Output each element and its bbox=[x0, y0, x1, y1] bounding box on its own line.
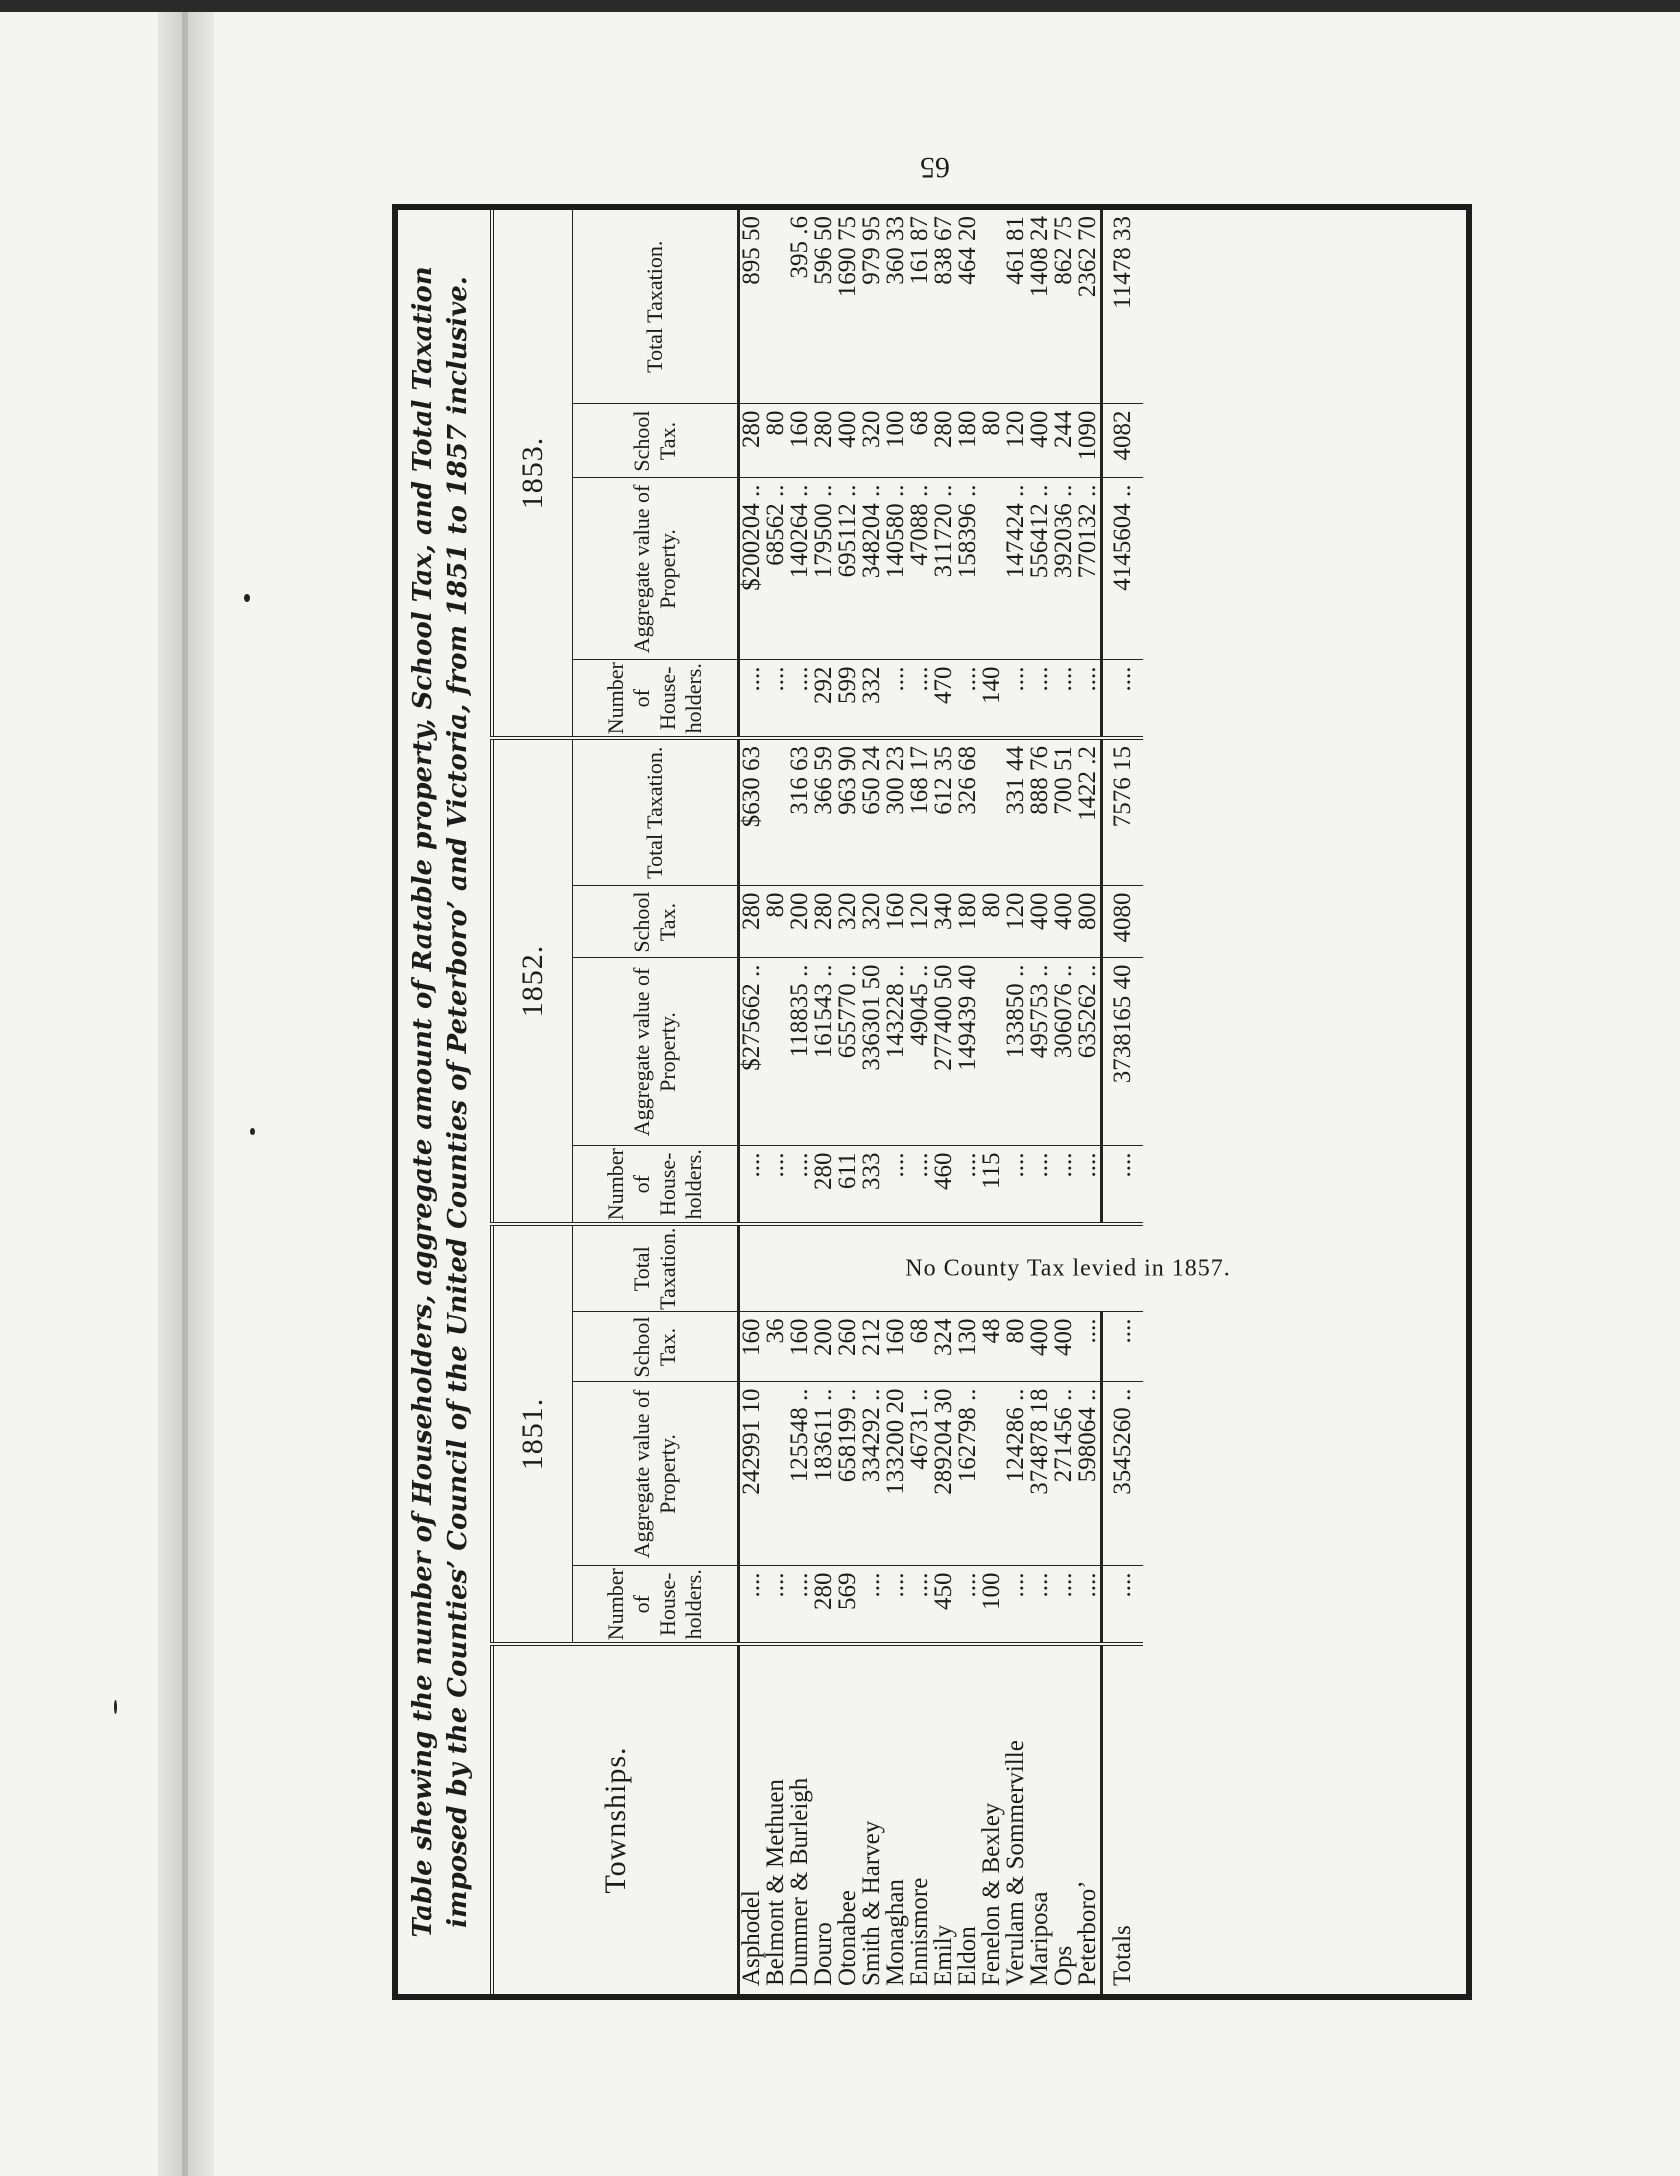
householders-1853: 599 bbox=[836, 660, 860, 738]
total-taxation-1853: 1408 24 bbox=[1028, 210, 1052, 404]
col-aggregate-1851: Aggregate value of Property. bbox=[573, 1382, 739, 1566]
householders-1852: .... bbox=[1028, 1146, 1052, 1224]
total-taxation-1852: 1422 .2 bbox=[1076, 738, 1102, 886]
total-taxation-1853: 596 50 bbox=[812, 210, 836, 404]
total-taxation-1853 bbox=[980, 210, 1004, 404]
householders-1852: .... bbox=[739, 1146, 765, 1224]
householders-1851: .... bbox=[956, 1566, 980, 1644]
ink-speck bbox=[114, 1700, 117, 1714]
householders-1853: 332 bbox=[860, 660, 884, 738]
aggregate-1852 bbox=[980, 958, 1004, 1146]
townships-header: Townships. bbox=[492, 1644, 739, 1994]
school-tax-1853: 400 bbox=[1028, 404, 1052, 478]
school-tax-1851: 130 bbox=[956, 1312, 980, 1382]
householders-1851: .... bbox=[739, 1566, 765, 1644]
aggregate-1852: 336301 50 bbox=[860, 958, 884, 1146]
total-taxation-1853: 1690 75 bbox=[836, 210, 860, 404]
school-tax-1851: 80 bbox=[1004, 1312, 1028, 1382]
householders-1851: 569 bbox=[836, 1566, 860, 1644]
householders-1852: .... bbox=[908, 1146, 932, 1224]
rotated-table-content bbox=[398, 210, 1466, 1994]
school-tax-1851: 36 bbox=[764, 1312, 788, 1382]
aggregate-1852: 635262 .. bbox=[1076, 958, 1102, 1146]
aggregate-1853: 4145604 .. bbox=[1102, 478, 1144, 660]
col-aggregate-1853: Aggregate value of Property. bbox=[573, 478, 739, 660]
school-tax-1851: 200 bbox=[812, 1312, 836, 1382]
school-tax-1851: 160 bbox=[884, 1312, 908, 1382]
ink-speck bbox=[244, 594, 250, 602]
householders-1852: 333 bbox=[860, 1146, 884, 1224]
total-taxation-1852: 963 90 bbox=[836, 738, 860, 886]
householders-1852: 611 bbox=[836, 1146, 860, 1224]
householders-1853: 470 bbox=[932, 660, 956, 738]
township-name: Douro bbox=[812, 1644, 836, 1994]
school-tax-1851: 400 bbox=[1052, 1312, 1076, 1382]
table-row bbox=[1028, 210, 1052, 1994]
aggregate-1851: 124286 .. bbox=[1004, 1382, 1028, 1566]
householders-1852: .... bbox=[1076, 1146, 1102, 1224]
school-tax-1851: 400 bbox=[1028, 1312, 1052, 1382]
total-taxation-1853: 979 95 bbox=[860, 210, 884, 404]
aggregate-1852: 49045 .. bbox=[908, 958, 932, 1146]
no-county-tax-note bbox=[739, 1224, 1231, 1312]
householders-1852: .... bbox=[1004, 1146, 1028, 1224]
township-name: Ops bbox=[1052, 1644, 1076, 1994]
township-name: Fenelon & Bexley bbox=[980, 1644, 1004, 1994]
school-tax-1852: 120 bbox=[1004, 886, 1028, 958]
township-name: Otonabee bbox=[836, 1644, 860, 1994]
householders-1853: 292 bbox=[812, 660, 836, 738]
total-taxation-1853: 161 87 bbox=[908, 210, 932, 404]
year-1851-header: 1851. bbox=[492, 1224, 573, 1644]
page-number: 65 bbox=[920, 151, 950, 184]
householders-1851: 450 bbox=[932, 1566, 956, 1644]
school-tax-1853: 80 bbox=[764, 404, 788, 478]
year-1853-header: 1853. bbox=[492, 210, 573, 738]
school-tax-1852: 320 bbox=[836, 886, 860, 958]
table-row bbox=[788, 210, 812, 1994]
householders-1851: .... bbox=[884, 1566, 908, 1644]
aggregate-1853: 147424 .. bbox=[1004, 478, 1028, 660]
school-tax-1852: 180 bbox=[956, 886, 980, 958]
school-tax-1853: 120 bbox=[1004, 404, 1028, 478]
aggregate-1853: 770132 .. bbox=[1076, 478, 1102, 660]
totals-row bbox=[1102, 210, 1144, 1994]
table-row bbox=[1004, 210, 1028, 1994]
householders-1852: 115 bbox=[980, 1146, 1004, 1224]
school-tax-1851: 68 bbox=[908, 1312, 932, 1382]
householders-1853: .... bbox=[739, 660, 765, 738]
aggregate-1852: 149439 40 bbox=[956, 958, 980, 1146]
school-tax-1852: 80 bbox=[980, 886, 1004, 958]
householders-1851: .... bbox=[908, 1566, 932, 1644]
householders-1851: 280 bbox=[812, 1566, 836, 1644]
school-tax-1853: 280 bbox=[812, 404, 836, 478]
col-school-tax-1853: School Tax. bbox=[573, 404, 739, 478]
school-tax-1852: 160 bbox=[884, 886, 908, 958]
table-row bbox=[980, 210, 1004, 1994]
col-householders-1852: Number of House-holders. bbox=[573, 1146, 739, 1224]
householders-1851: .... bbox=[1052, 1566, 1076, 1644]
aggregate-1852: 3738165 40 bbox=[1102, 958, 1144, 1146]
school-tax-1853: 320 bbox=[860, 404, 884, 478]
householders-1851: .... bbox=[764, 1566, 788, 1644]
table-row bbox=[739, 210, 765, 1994]
householders-1852: .... bbox=[1102, 1146, 1144, 1224]
school-tax-1852: 80 bbox=[764, 886, 788, 958]
total-taxation-1853: 11478 33 bbox=[1102, 210, 1144, 404]
total-taxation-1853 bbox=[764, 210, 788, 404]
school-tax-1852: 800 bbox=[1076, 886, 1102, 958]
aggregate-1852: 161543 .. bbox=[812, 958, 836, 1146]
householders-1853: .... bbox=[788, 660, 812, 738]
table-row bbox=[764, 210, 788, 1994]
school-tax-1851: 160 bbox=[739, 1312, 765, 1382]
total-taxation-1853: 395 .6 bbox=[788, 210, 812, 404]
table-row bbox=[812, 210, 836, 1994]
householders-1853: .... bbox=[1076, 660, 1102, 738]
total-taxation-1852: 316 63 bbox=[788, 738, 812, 886]
col-total-taxation-1853: Total Taxation. bbox=[573, 210, 739, 404]
aggregate-1851: 334292 .. bbox=[860, 1382, 884, 1566]
table-caption: Table shewing the number of Householders, aggregate amount of Ratable property, School Tax, and Total Taxation imposed by the Counties’ Council of the United Counties of Peterboro’ and Victoria, from 1851 to 1857 inclusive. bbox=[408, 266, 473, 1938]
table-body bbox=[738, 210, 1231, 1994]
aggregate-1852: 306076 .. bbox=[1052, 958, 1076, 1146]
aggregate-1851: 3545260 .. bbox=[1102, 1382, 1144, 1566]
aggregate-1851: 125548 .. bbox=[788, 1382, 812, 1566]
township-name: Asphodel bbox=[739, 1644, 765, 1994]
aggregate-1853: 556412 .. bbox=[1028, 478, 1052, 660]
total-taxation-1853: 838 67 bbox=[932, 210, 956, 404]
total-taxation-1852: 7576 15 bbox=[1102, 738, 1144, 886]
scan-top-border bbox=[0, 0, 1680, 12]
aggregate-1852: 655770 .. bbox=[836, 958, 860, 1146]
householders-1852: 460 bbox=[932, 1146, 956, 1224]
aggregate-1853: 311720 .. bbox=[932, 478, 956, 660]
aggregate-1853: 140264 .. bbox=[788, 478, 812, 660]
school-tax-1852: 400 bbox=[1028, 886, 1052, 958]
total-taxation-1852: $630 63 bbox=[739, 738, 765, 886]
school-tax-1852: 320 bbox=[860, 886, 884, 958]
col-total-taxation-1852: Total Taxation. bbox=[573, 738, 739, 886]
aggregate-1852: 277400 50 bbox=[932, 958, 956, 1146]
township-name: Dummer & Burleigh bbox=[788, 1644, 812, 1994]
township-name: Smith & Harvey bbox=[860, 1644, 884, 1994]
total-taxation-1852: 650 24 bbox=[860, 738, 884, 886]
aggregate-1851: 374878 18 bbox=[1028, 1382, 1052, 1566]
school-tax-1852: 280 bbox=[739, 886, 765, 958]
aggregate-1852: 143228 .. bbox=[884, 958, 908, 1146]
school-tax-1853: 280 bbox=[932, 404, 956, 478]
taxation-table bbox=[490, 210, 1231, 1994]
aggregate-1852: 495753 .. bbox=[1028, 958, 1052, 1146]
school-tax-1852: 4080 bbox=[1102, 886, 1144, 958]
col-school-tax-1851: School Tax. bbox=[573, 1312, 739, 1382]
householders-1851: .... bbox=[1102, 1566, 1144, 1644]
school-tax-1851: .... bbox=[1102, 1312, 1144, 1382]
aggregate-1851: 289204 30 bbox=[932, 1382, 956, 1566]
aggregate-1851: 46731 .. bbox=[908, 1382, 932, 1566]
table-row bbox=[908, 210, 932, 1994]
table-row bbox=[1076, 210, 1102, 1994]
ink-speck bbox=[250, 1128, 255, 1135]
householders-1852: .... bbox=[956, 1146, 980, 1224]
township-name: Peterboro’ bbox=[1076, 1644, 1102, 1994]
school-tax-1851: .... bbox=[1076, 1312, 1102, 1382]
householders-1852: .... bbox=[884, 1146, 908, 1224]
school-tax-1851: 260 bbox=[836, 1312, 860, 1382]
school-tax-1852: 400 bbox=[1052, 886, 1076, 958]
school-tax-1851: 160 bbox=[788, 1312, 812, 1382]
aggregate-1853: 47088 .. bbox=[908, 478, 932, 660]
school-tax-1853: 68 bbox=[908, 404, 932, 478]
aggregate-1851: 658199 .. bbox=[836, 1382, 860, 1566]
total-taxation-1853: 2362 70 bbox=[1076, 210, 1102, 404]
col-school-tax-1852: School Tax. bbox=[573, 886, 739, 958]
table-row bbox=[836, 210, 860, 1994]
table-row bbox=[1052, 210, 1076, 1994]
total-taxation-1852: 326 68 bbox=[956, 738, 980, 886]
school-tax-1853: 244 bbox=[1052, 404, 1076, 478]
householders-1852: .... bbox=[1052, 1146, 1076, 1224]
aggregate-1853: 68562 .. bbox=[764, 478, 788, 660]
school-tax-1852: 340 bbox=[932, 886, 956, 958]
table-row bbox=[956, 210, 980, 1994]
aggregate-1851: 133200 20 bbox=[884, 1382, 908, 1566]
total-taxation-1853: 360 33 bbox=[884, 210, 908, 404]
aggregate-1853: 392036 .. bbox=[1052, 478, 1076, 660]
householders-1853: 140 bbox=[980, 660, 1004, 738]
col-aggregate-1852: Aggregate value of Property. bbox=[573, 958, 739, 1146]
total-taxation-1852: 888 76 bbox=[1028, 738, 1052, 886]
school-tax-1852: 280 bbox=[812, 886, 836, 958]
total-taxation-1852: 331 44 bbox=[1004, 738, 1028, 886]
aggregate-1851: 598064 .. bbox=[1076, 1382, 1102, 1566]
householders-1851: .... bbox=[1076, 1566, 1102, 1644]
householders-1852: .... bbox=[764, 1146, 788, 1224]
school-tax-1853: 4082 bbox=[1102, 404, 1144, 478]
aggregate-1852: $275662 .. bbox=[739, 958, 765, 1146]
aggregate-1851: 271456 .. bbox=[1052, 1382, 1076, 1566]
school-tax-1851: 48 bbox=[980, 1312, 1004, 1382]
total-taxation-1852: 612 35 bbox=[932, 738, 956, 886]
aggregate-1852: 133850 .. bbox=[1004, 958, 1028, 1146]
householders-1853: .... bbox=[764, 660, 788, 738]
total-taxation-1853: 461 81 bbox=[1004, 210, 1028, 404]
total-taxation-1853: 895 50 bbox=[739, 210, 765, 404]
col-householders-1851: Number of House-holders. bbox=[573, 1566, 739, 1644]
township-name: Monaghan bbox=[884, 1644, 908, 1994]
householders-1853: .... bbox=[1102, 660, 1144, 738]
householders-1853: .... bbox=[1052, 660, 1076, 738]
township-name: Eldon bbox=[956, 1644, 980, 1994]
school-tax-1852: 200 bbox=[788, 886, 812, 958]
no-county-tax-text: No County Tax levied in 1857. bbox=[904, 1255, 1231, 1282]
township-name: Verulam & Sommerville bbox=[1004, 1644, 1028, 1994]
school-tax-1853: 160 bbox=[788, 404, 812, 478]
householders-1853: .... bbox=[908, 660, 932, 738]
householders-1853: .... bbox=[884, 660, 908, 738]
householders-1852: 280 bbox=[812, 1146, 836, 1224]
aggregate-1853: 695112 .. bbox=[836, 478, 860, 660]
township-name: Ennismore bbox=[908, 1644, 932, 1994]
township-name: Belmont & Methuen bbox=[764, 1644, 788, 1994]
year-1852-header: 1852. bbox=[492, 738, 573, 1224]
school-tax-1853: 1090 bbox=[1076, 404, 1102, 478]
total-taxation-1852: 168 17 bbox=[908, 738, 932, 886]
total-taxation-1852 bbox=[764, 738, 788, 886]
total-taxation-1853: 862 75 bbox=[1052, 210, 1076, 404]
householders-1851: 100 bbox=[980, 1566, 1004, 1644]
aggregate-1851 bbox=[764, 1382, 788, 1566]
col-householders-1853: Number of House-holders. bbox=[573, 660, 739, 738]
householders-1851: .... bbox=[1028, 1566, 1052, 1644]
township-name: Mariposa bbox=[1028, 1644, 1052, 1994]
township-name: Totals bbox=[1102, 1644, 1144, 1994]
aggregate-1853: 348204 .. bbox=[860, 478, 884, 660]
total-taxation-1852 bbox=[980, 738, 1004, 886]
householders-1853: .... bbox=[1028, 660, 1052, 738]
col-total-taxation-1851: Total Taxation. bbox=[573, 1224, 739, 1312]
township-name: Emily bbox=[932, 1644, 956, 1994]
school-tax-1851: 212 bbox=[860, 1312, 884, 1382]
aggregate-1852: 118835 .. bbox=[788, 958, 812, 1146]
gutter-shadow bbox=[182, 12, 188, 2176]
aggregate-1851 bbox=[980, 1382, 1004, 1566]
table-row bbox=[932, 210, 956, 1994]
householders-1853: .... bbox=[956, 660, 980, 738]
school-tax-1853: 400 bbox=[836, 404, 860, 478]
householders-1851: .... bbox=[788, 1566, 812, 1644]
total-taxation-1852: 300 23 bbox=[884, 738, 908, 886]
aggregate-1851: 183611 .. bbox=[812, 1382, 836, 1566]
school-tax-1853: 180 bbox=[956, 404, 980, 478]
aggregate-1853: 179500 .. bbox=[812, 478, 836, 660]
householders-1851: .... bbox=[860, 1566, 884, 1644]
aggregate-1853: 158396 .. bbox=[956, 478, 980, 660]
householders-1851: .... bbox=[1004, 1566, 1028, 1644]
school-tax-1852: 120 bbox=[908, 886, 932, 958]
total-taxation-1852: 366 59 bbox=[812, 738, 836, 886]
aggregate-1851: 162798 .. bbox=[956, 1382, 980, 1566]
school-tax-1853: 80 bbox=[980, 404, 1004, 478]
table-row bbox=[884, 210, 908, 1994]
aggregate-1853 bbox=[980, 478, 1004, 660]
householders-1853: .... bbox=[1004, 660, 1028, 738]
table-row bbox=[860, 210, 884, 1994]
aggregate-1852 bbox=[764, 958, 788, 1146]
total-taxation-1853: 464 20 bbox=[956, 210, 980, 404]
table-frame bbox=[392, 204, 1472, 2000]
total-taxation-1852: 700 51 bbox=[1052, 738, 1076, 886]
aggregate-1851: 242991 10 bbox=[739, 1382, 765, 1566]
aggregate-1853: $200204 .. bbox=[739, 478, 765, 660]
householders-1852: .... bbox=[788, 1146, 812, 1224]
school-tax-1851: 324 bbox=[932, 1312, 956, 1382]
school-tax-1853: 280 bbox=[739, 404, 765, 478]
school-tax-1853: 100 bbox=[884, 404, 908, 478]
aggregate-1853: 140580 .. bbox=[884, 478, 908, 660]
